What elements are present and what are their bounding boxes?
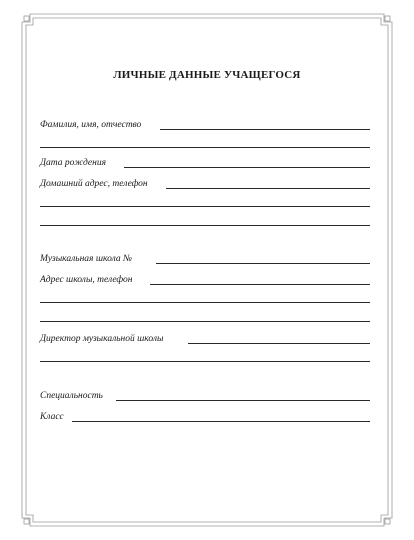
class-line[interactable] — [72, 421, 370, 422]
form-title: ЛИЧНЫЕ ДАННЫЕ УЧАЩЕГОСЯ — [113, 69, 301, 81]
home-address-label: Домашний адрес, телефон — [40, 179, 148, 189]
birth-date-label: Дата рождения — [40, 158, 107, 168]
school-address-line[interactable] — [150, 284, 370, 285]
full-name-line[interactable] — [160, 129, 370, 130]
home-address-line[interactable] — [166, 188, 370, 189]
director-line-2[interactable] — [40, 361, 370, 362]
home-address-line-2[interactable] — [40, 206, 370, 207]
class-label: Класс — [40, 412, 64, 422]
specialty-label: Специальность — [40, 391, 103, 401]
home-address-line-3[interactable] — [40, 225, 370, 226]
school-address-label: Адрес школы, телефон — [40, 275, 133, 285]
school-address-line-2[interactable] — [40, 302, 370, 303]
director-label: Директор музыкальной школы — [40, 334, 164, 344]
music-school-line[interactable] — [156, 263, 370, 264]
school-address-line-3[interactable] — [40, 321, 370, 322]
director-line[interactable] — [188, 343, 370, 344]
full-name-line-2[interactable] — [40, 147, 370, 148]
specialty-line[interactable] — [116, 400, 370, 401]
music-school-label: Музыкальная школа № — [40, 254, 132, 264]
birth-date-line[interactable] — [124, 167, 370, 168]
full-name-label: Фамилия, имя, отчество — [40, 120, 142, 130]
